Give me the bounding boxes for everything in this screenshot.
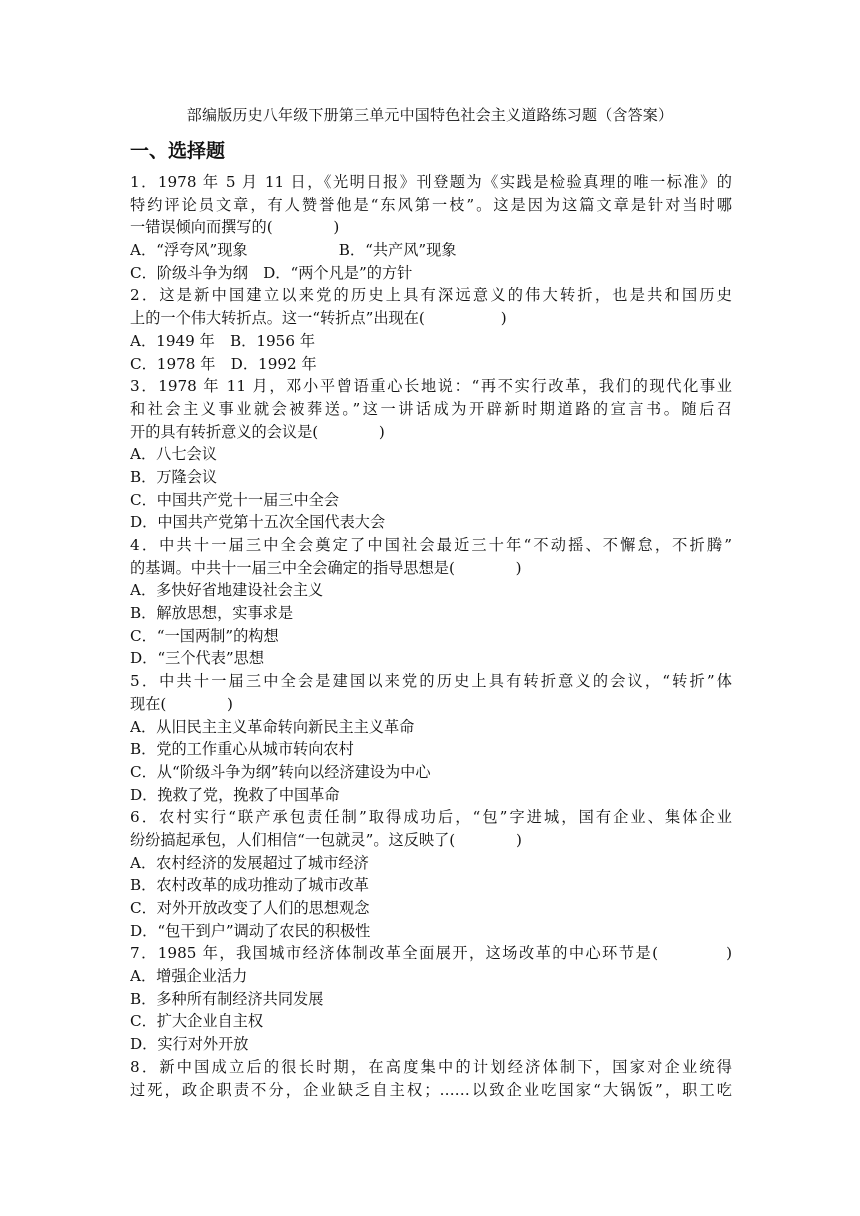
document-title: 部编版历史八年级下册第三单元中国特色社会主义道路练习题（含答案） — [186, 106, 674, 124]
text-line: 上的一个伟大转折点。这一“转折点”出现在( ) — [130, 309, 507, 328]
text-line: 纷纷搞起承包，人们相信“一包就灵”。这反映了( ) — [130, 830, 522, 849]
text-line: 一错误倾向而撰写的( ) — [130, 218, 340, 237]
text-line: C．“一国两制”的构想 — [130, 626, 279, 645]
text-line: 1．1978 年 5 月 11 日，《光明日报》刊登题为《实践是检验真理的唯一标准》的 — [130, 173, 732, 191]
section-heading: 一、选择题 — [130, 140, 226, 162]
text-line: A．八七会议 — [130, 445, 217, 464]
text-line: D．“三个代表”思想 — [130, 649, 265, 668]
text-line: C．中国共产党十一届三中全会 — [130, 490, 340, 509]
text-line: 开的具有转折意义的会议是( ) — [130, 422, 385, 441]
text-line: 过死，政企职责不分，企业缺乏自主权；……以致企业吃国家“大锅饭”，职工吃 — [130, 1080, 732, 1099]
text-line: B．解放思想，实事求是 — [130, 604, 294, 623]
text-line: A．农村经济的发展超过了城市经济 — [130, 853, 369, 872]
text-line: 5．中共十一届三中全会是建国以来党的历史上具有转折意义的会议，“转折”体 — [130, 672, 732, 691]
text-line: A．从旧民主主义革命转向新民主主义革命 — [130, 717, 415, 736]
text-line: 和社会主义事业就会被葬送。”这一讲话成为开辟新时期道路的宣言书。随后召 — [130, 399, 732, 418]
text-line: A．“浮夸风”现象 B．“共产风”现象 — [130, 241, 457, 260]
text-line: 4．中共十一届三中全会奠定了中国社会最近三十年“不动摇、不懈怠，不折腾” — [130, 536, 732, 554]
text-line: B．党的工作重心从城市转向农村 — [130, 740, 354, 759]
text-line: B．多种所有制经济共同发展 — [130, 989, 324, 1008]
question-body — [130, 171, 732, 1101]
text-line: 特约评论员文章，有人赞誉他是“东风第一枝”。这是因为这篇文章是针对当时哪 — [130, 195, 732, 214]
text-line: B．万隆会议 — [130, 467, 218, 486]
text-line: C．对外开放改变了人们的思想观念 — [130, 899, 370, 917]
text-line: A．增强企业活力 — [130, 967, 248, 986]
text-line: C．扩大企业自主权 — [130, 1012, 264, 1031]
text-line: D．挽救了党，挽救了中国革命 — [130, 785, 340, 804]
text-line: 2．这是新中国建立以来党的历史上具有深远意义的伟大转折，也是共和国历史 — [130, 286, 732, 305]
text-line: D．实行对外开放 — [130, 1035, 249, 1054]
text-line: 的基调。中共十一届三中全会确定的指导思想是( ) — [130, 558, 522, 577]
text-line: 3．1978 年 11 月，邓小平曾语重心长地说：“再不实行改革，我们的现代化事业 — [130, 377, 732, 396]
text-line: 现在( ) — [130, 694, 233, 713]
text-line: A．多快好省地建设社会主义 — [130, 581, 324, 600]
text-line: C．阶级斗争为纲 D．“两个凡是”的方针 — [130, 263, 413, 282]
text-line: 8．新中国成立后的很长时期，在高度集中的计划经济体制下，国家对企业统得 — [130, 1057, 732, 1076]
text-line: A．1949 年 B．1956 年 — [130, 331, 316, 350]
text-line: C．从“阶级斗争为纲”转向以经济建设为中心 — [130, 762, 431, 781]
text-line: C．1978 年 D．1992 年 — [130, 354, 317, 373]
text-line: D．“包干到户”调动了农民的积极性 — [130, 921, 371, 940]
text-line: D．中国共产党第十五次全国代表大会 — [130, 513, 386, 532]
text-line: 6．农村实行“联产承包责任制”取得成功后，“包”字进城，国有企业、集体企业 — [130, 808, 732, 827]
text-line: 7．1985 年，我国城市经济体制改革全面展开，这场改革的中心环节是( ) — [130, 944, 732, 963]
text-line: B．农村改革的成功推动了城市改革 — [130, 876, 369, 895]
